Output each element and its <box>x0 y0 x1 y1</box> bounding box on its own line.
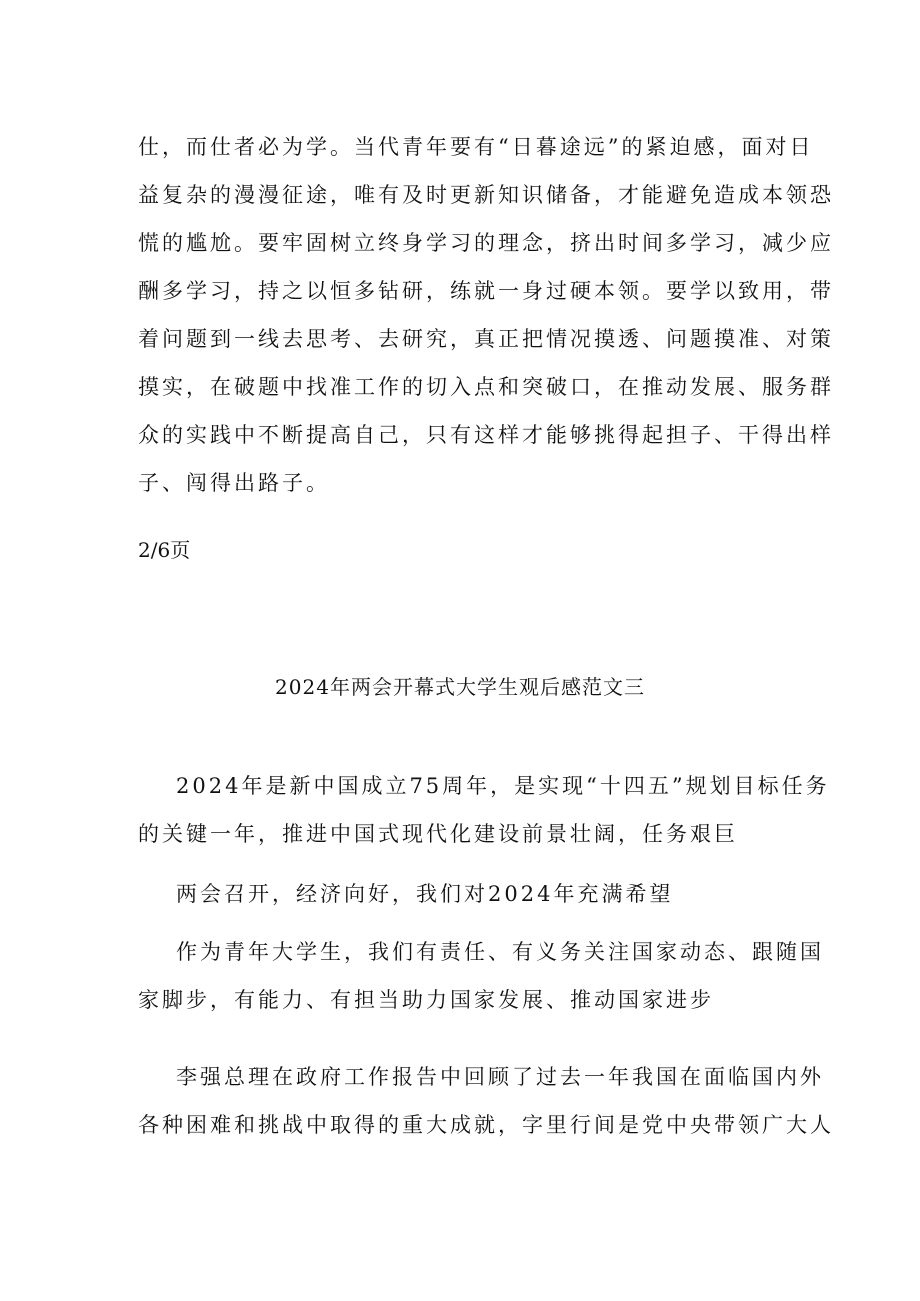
paragraph-line: 各种困难和挑战中取得的重大成就，字里行间是党中央带领广大人 <box>138 1113 834 1137</box>
paragraph-line: 作为青年大学生，我们有责任、有义务关注国家动态、跟随国 <box>176 940 824 964</box>
body-paragraph <box>138 928 824 1024</box>
paragraph-line: 酬多学习，持之以恒多钻研，练就一身过硬本领。要学以致用，带 <box>138 279 834 303</box>
paragraph-line: 着问题到一线去思考、去研究，真正把情况摸透、问题摸准、对策 <box>138 327 834 351</box>
paragraph-line: 家脚步，有能力、有担当助力国家发展、推动国家进步 <box>138 988 714 1012</box>
paragraph-line: 子、闯得出路子。 <box>138 471 330 495</box>
paragraph-line: 仕，而仕者必为学。当代青年要有“日暮途远”的紧迫感，面对日 <box>138 135 814 159</box>
paragraph-line: 众的实践中不断提高自己，只有这样才能够挑得起担子、干得出样 <box>138 423 834 447</box>
continuation-paragraph <box>138 123 834 507</box>
paragraph-line: 摸实，在破题中找准工作的切入点和突破口，在推动发展、服务群 <box>138 375 834 399</box>
paragraph-line: 的关键一年，推进中国式现代化建设前景壮阔，任务艰巨 <box>138 822 738 846</box>
paragraph-line: 益复杂的漫漫征途，唯有及时更新知识储备，才能避免造成本领恐 <box>138 183 834 207</box>
body-paragraph <box>138 762 830 858</box>
paragraph-line: 慌的尴尬。要牢固树立终身学习的理念，挤出时间多学习，减少应 <box>138 231 834 255</box>
paragraph-line: 两会召开，经济向好，我们对2024年充满希望 <box>176 882 674 906</box>
paragraph-line: 2024年是新中国成立75周年，是实现“十四五”规划目标任务 <box>176 774 830 798</box>
section-title: 2024年两会开幕式大学生观后感范文三 <box>275 675 645 699</box>
body-paragraph <box>138 1053 834 1149</box>
paragraph-line: 李强总理在政府工作报告中回顾了过去一年我国在面临国内外 <box>176 1065 824 1089</box>
body-paragraph <box>138 870 788 918</box>
page-number: 2/6页 <box>138 538 191 562</box>
